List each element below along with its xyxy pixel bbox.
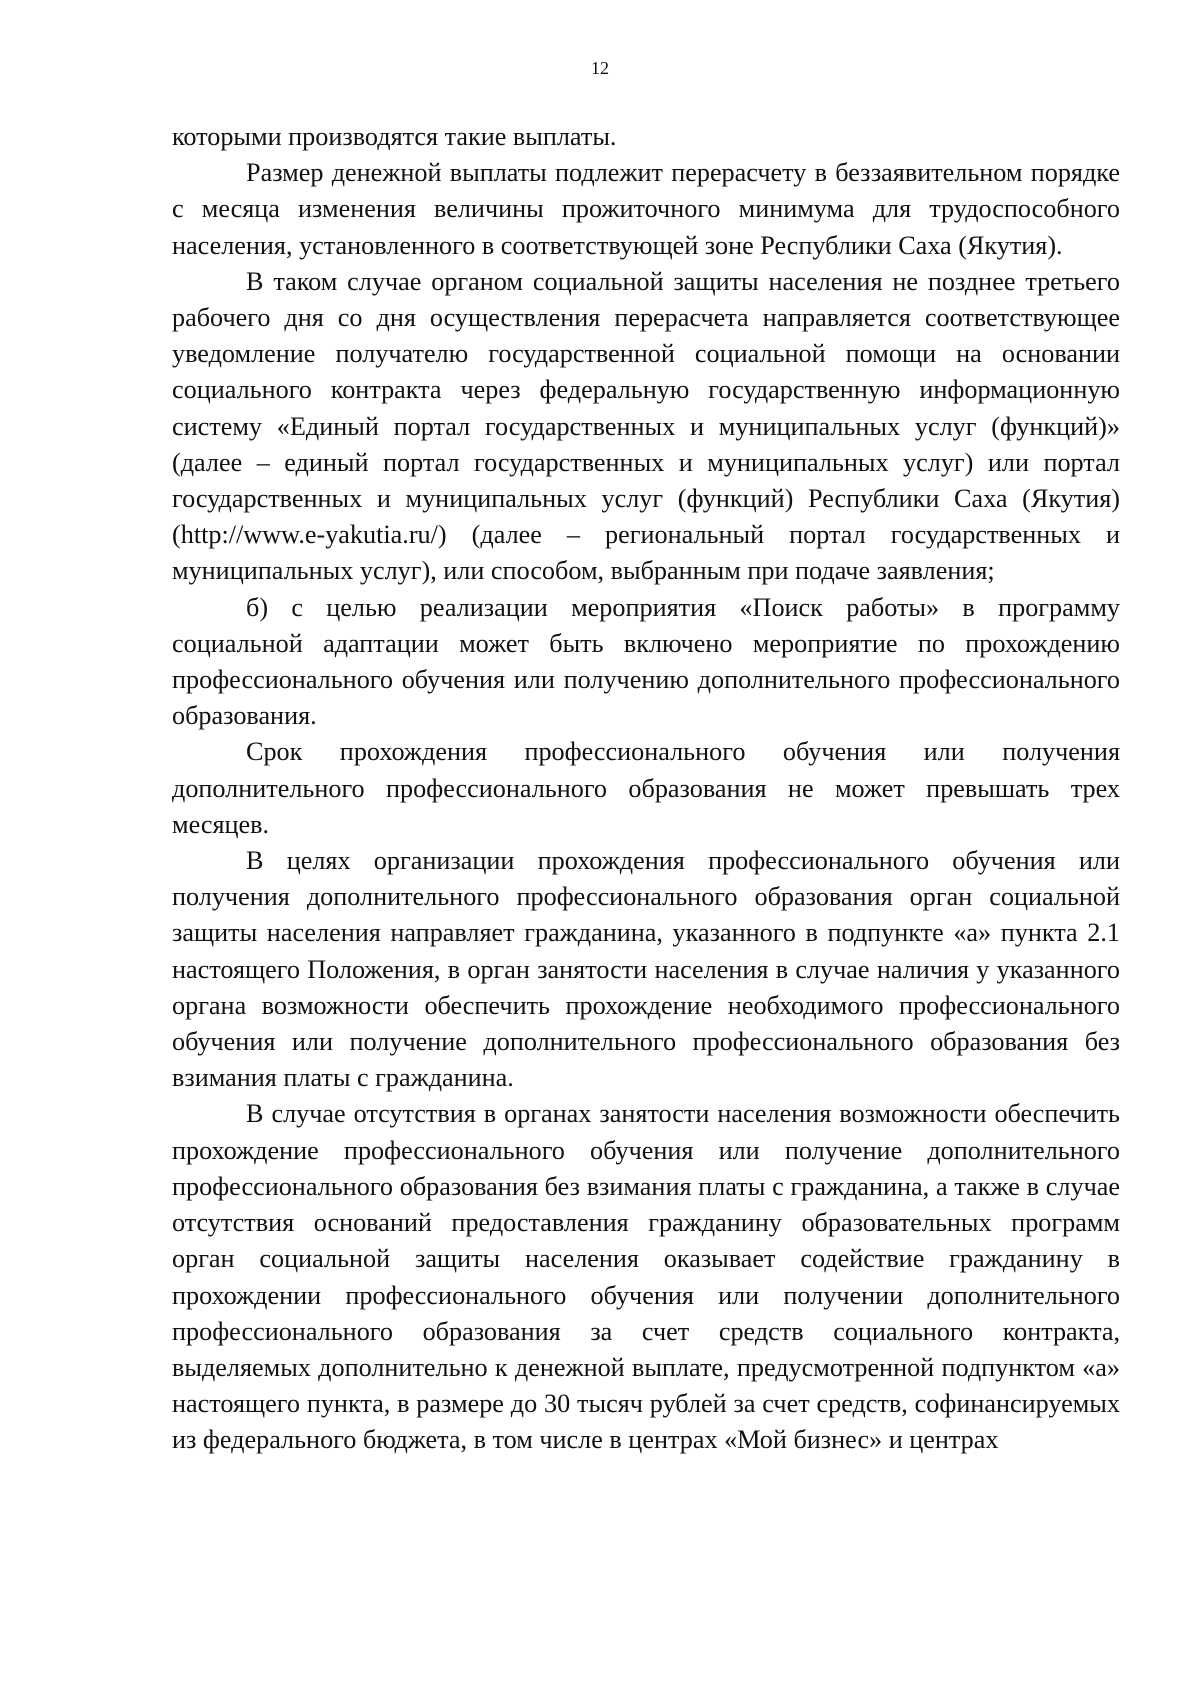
paragraph-notification: В таком случае органом социальной защиты населения не позднее третьего рабочего дня со дня осуществления перерасчета направляется соответствующее уведомление получателю государственной социальной помощи на основании социального контракта через федеральную государственную информационную систему «Единый портал государственных и муниципальных услуг (функций)» (далее – единый портал государственных и муниципальных услуг) или портал государственных и муниципальных услуг (функций) Республики Саха (Якутия) (http://www.e-yakutia.ru/) (далее – региональный портал государственных и муниципальных услуг), или способом, выбранным при подаче заявления; <box>172 266 1120 586</box>
paragraph-job-search: б) с целью реализации мероприятия «Поиск работы» в программу социальной адаптации может быть включено мероприятие по прохождению профессионального обучения или получению дополнительного профессионального образования. <box>172 592 1120 731</box>
paragraph-continuation: которыми производятся такие выплаты. <box>172 122 617 151</box>
page-number: 12 <box>591 58 609 78</box>
paragraph-employment-referral: В целях организации прохождения профессионального обучения или получения дополнительного профессионального образования орган социальной защиты населения направляет гражданина, указанного в подпункте «а» пункта 2.1 настоящего Положения, в орган занятости населения в случае наличия у указанного органа возможности обеспечить прохождение необходимого профессионального обучения или получение дополнительного профессионального образования без взимания платы с гражданина. <box>172 846 1120 1093</box>
paragraph-training-term: Срок прохождения профессионального обучения или получения дополнительного профессионального образования не может превышать трех месяцев. <box>172 737 1120 839</box>
paragraph-recalculation: Размер денежной выплаты подлежит перерасчету в беззаявительном порядке с месяца изменения величины прожиточного минимума для трудоспособного населения, установленного в соответствующей зоне Республики Саха (Якутия). <box>172 158 1120 260</box>
paragraph-funding-assistance: В случае отсутствия в органах занятости населения возможности обеспечить прохождение профессионального обучения или получение дополнительного профессионального образования без взимания платы с гражданина, а также в случае отсутствия оснований предоставления гражданину образовательных программ орган социальной защиты населения оказывает содействие гражданину в прохождении профессионального обучения или получении дополнительного профессионального образования за счет средств социального контракта, выделяемых дополнительно к денежной выплате, предусмотренной подпунктом «а» настоящего пункта, в размере до 30 тысяч рублей за счет средств, софинансируемых из федерального бюджета, в том числе в центрах «Мой бизнес» и центрах <box>172 1099 1120 1455</box>
document-body <box>172 119 1120 1459</box>
